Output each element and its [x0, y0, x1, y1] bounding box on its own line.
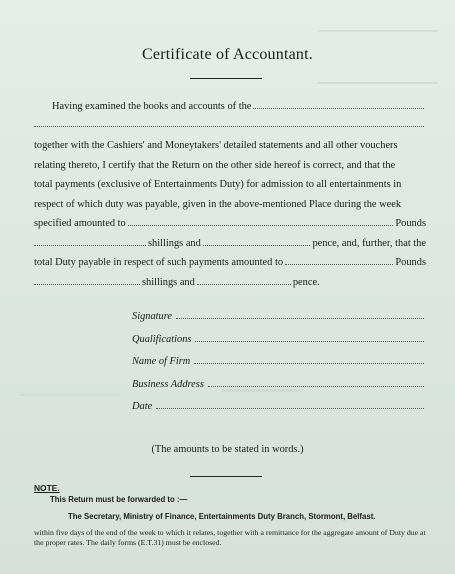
note-heading: NOTE.: [34, 483, 60, 493]
paragraph-line: [34, 117, 426, 137]
amounts-instruction: (The amounts to be stated in words.): [151, 444, 304, 455]
paragraph-text: shillings and: [148, 237, 201, 249]
qualifications-field[interactable]: [195, 332, 424, 342]
note-instruction: This Return must be forwarded to :—: [50, 495, 188, 504]
paragraph-text: shillings and: [142, 276, 195, 288]
fill-in-blank[interactable]: [34, 236, 146, 246]
fill-in-blank[interactable]: [34, 275, 140, 285]
fill-in-blank[interactable]: [285, 255, 393, 265]
fill-in-blank[interactable]: [128, 216, 394, 226]
firm-label: Name of Firm: [132, 356, 191, 367]
qualifications-label: Qualifications: [132, 333, 192, 345]
address-label: Business Address: [132, 378, 204, 390]
paragraph-line: [34, 156, 426, 176]
qualifications-row: [132, 332, 426, 355]
firm-row: [132, 354, 426, 377]
paragraph-text: specified amounted to: [34, 218, 126, 229]
paragraph-line: [34, 195, 426, 215]
note-details: within five days of the end of the week to which it relates, together with a remittance for the aggregate amount of Duty due at the proper rates. The daily forms (E.T.31) must be enclosed.: [34, 528, 426, 547]
paragraph-line: [34, 136, 426, 156]
date-label: Date: [132, 401, 153, 412]
paragraph-line: [34, 234, 426, 254]
paragraph-line: [34, 273, 426, 293]
show-through-text: [20, 380, 120, 396]
paragraph-line: [34, 214, 426, 234]
paragraph-text: total Duty payable in respect of such payments amounted to: [34, 257, 284, 268]
fill-in-blank[interactable]: [253, 99, 424, 109]
paragraph-text: total payments (exclusive of Entertainments Duty) for admission to all entertainments in: [34, 179, 402, 190]
paragraph-line: [34, 97, 426, 117]
date-field[interactable]: [156, 399, 424, 409]
paragraph-line: [34, 253, 426, 273]
signature-label: Signature: [132, 311, 173, 322]
paragraph-text: together with the Cashiers' and Moneytakers' detailed statements and all other vouchers: [34, 140, 398, 151]
signature-block: [132, 309, 426, 422]
paragraph-text: respect of which duty was payable, given in the above-mentioned Place during the week: [34, 198, 402, 210]
date-row: [132, 399, 426, 422]
fill-in-blank[interactable]: [197, 275, 291, 285]
note-address: The Secretary, Ministry of Finance, Entertainments Duty Branch, Stormont, Belfast.: [68, 512, 376, 521]
paragraph-text: pence.: [292, 276, 320, 288]
address-row: [132, 377, 426, 400]
signature-field[interactable]: [176, 309, 424, 319]
signature-row: [132, 309, 426, 332]
paragraph-text: Having examined the books and accounts of the: [52, 101, 252, 112]
paragraph-line: [34, 175, 426, 195]
fill-in-blank[interactable]: [34, 117, 424, 127]
paragraph-text: Pounds: [395, 257, 426, 268]
address-field[interactable]: [208, 377, 424, 387]
fill-in-blank[interactable]: [203, 236, 311, 246]
paragraph-text: relating thereto, I certify that the Return on the other side hereof is correct, and that the: [34, 159, 396, 171]
paragraph-text: Pounds: [395, 218, 426, 229]
paragraph-text: pence, and, further, that the: [312, 237, 426, 249]
section-rule: [190, 476, 262, 477]
firm-field[interactable]: [194, 354, 424, 364]
certificate-title: Certificate of Accountant.: [142, 46, 313, 63]
title-rule: [190, 78, 262, 79]
certificate-paragraph: [34, 97, 426, 292]
